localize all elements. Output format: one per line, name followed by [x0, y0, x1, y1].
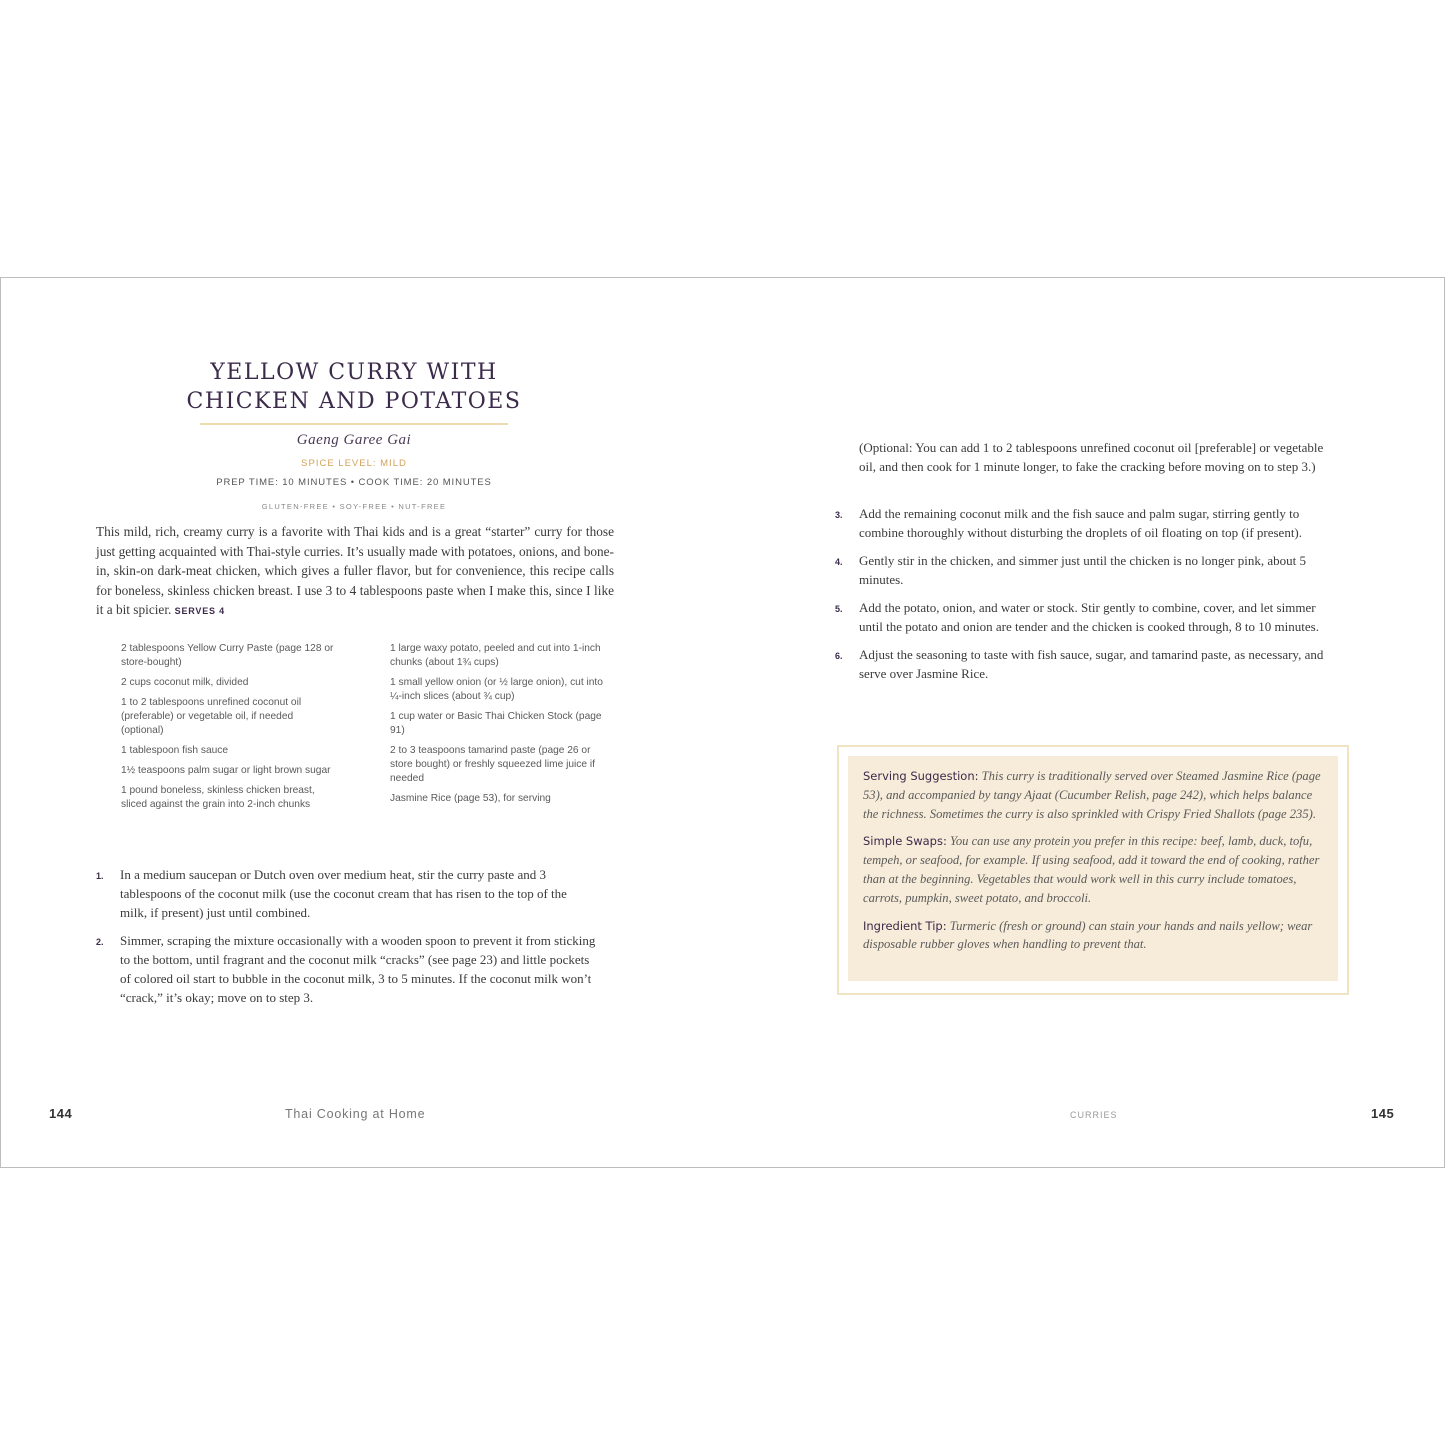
method-steps-left: [96, 865, 596, 1016]
ingredient-item: 1 to 2 tablespoons unrefined coconut oil (preferable) or vegetable oil, if needed (optional): [121, 697, 302, 736]
ingredient-item: Jasmine Rice (page 53), for serving: [390, 793, 551, 804]
method-step: [835, 645, 1329, 683]
tips-sidebar-inner: [848, 756, 1338, 981]
ingredient-item: 2 tablespoons Yellow Curry Paste (page 128 or store-bought): [121, 643, 334, 668]
step-text: In a medium saucepan or Dutch oven over medium heat, stir the curry paste and 3 tablespoons of the coconut milk (use the coconut cream that has risen to the top of the milk, if present) just until combined.: [120, 867, 567, 920]
step-number: 1.: [96, 871, 104, 881]
recipe-intro-text: This mild, rich, creamy curry is a favorite with Thai kids and is a great “starter” curry for those just getting acquainted with Thai-style curries. It’s usually made with potatoes, onions, and bone-in, skin-on dark-meat chicken, which gives a fuller flavor, but for convenience, this recipe calls for boneless, skinless chicken breast. I use 3 to 4 tablespoons paste when I make this, since I like it a bit spicier.: [96, 524, 614, 617]
title-divider: [200, 423, 508, 425]
left-page: [1, 278, 723, 1167]
tip-label: Ingredient Tip:: [863, 918, 947, 933]
step-number: 5.: [835, 604, 843, 614]
step-text: Gently stir in the chicken, and simmer just until the chicken is no longer pink, about 5 minutes.: [859, 553, 1306, 587]
book-spread: [0, 277, 1445, 1168]
tip-ingredient: [863, 917, 1324, 955]
step-text: Add the potato, onion, and water or stock. Stir gently to combine, cover, and let simmer until the potato and onion are tender and the chicken is cooked through, 8 to 10 minutes.: [859, 600, 1319, 634]
ingredient-item: 1 small yellow onion (or ½ large onion), cut into ¼-inch slices (about ¾ cup): [390, 677, 603, 702]
tip-simple-swaps: [863, 832, 1324, 907]
recipe-title-line-2: CHICKEN AND POTATOES: [186, 389, 522, 414]
method-step: [835, 551, 1329, 589]
ingredient-item: 1½ teaspoons palm sugar or light brown sugar: [121, 765, 331, 776]
tip-text: Turmeric (fresh or ground) can stain your hands and nails yellow; wear disposable rubber gloves when handling to prevent that.: [863, 918, 1313, 952]
step-text: Add the remaining coconut milk and the fish sauce and palm sugar, stirring gently to combine thoroughly without disturbing the droplets of oil floating on top (if present).: [859, 506, 1303, 540]
method-step: [835, 504, 1329, 542]
running-footer-chapter: CURRIES: [1070, 1110, 1118, 1120]
tip-serving-suggestion: [863, 767, 1324, 823]
recipe-title: [161, 358, 547, 416]
recipe-title-line-1: YELLOW CURRY WITH: [210, 360, 498, 385]
left-page-number: 144: [49, 1106, 73, 1121]
tip-text: You can use any protein you prefer in this recipe: beef, lamb, duck, tofu, tempeh, or seafood, for example. If using seafood, add it toward the end of cooking, rather than at the beginning. Vegetables that would work well in this curry include tomatoes, carrots, pumpkin, sweet potato, and broccoli.: [863, 834, 1320, 905]
ingredient-item: 2 to 3 teaspoons tamarind paste (page 26 or store bought) or freshly squeezed lime juice if needed: [390, 745, 595, 784]
ingredients-column-2: [390, 642, 605, 812]
method-step: [835, 598, 1329, 636]
step-number: 2.: [96, 937, 104, 947]
step-number: 6.: [835, 651, 843, 661]
step-2-continued: (Optional: You can add 1 to 2 tablespoons unrefined coconut oil [preferable] or vegetable oil, and then cook for 1 minute longer, to fake the cracking before moving on to step 3.): [859, 440, 1324, 474]
method-step: [96, 865, 596, 922]
spice-level: SPICE LEVEL: MILD: [301, 458, 407, 469]
step-text: Adjust the seasoning to taste with fish sauce, sugar, and tamarind paste, as necessary, and serve over Jasmine Rice.: [859, 647, 1324, 681]
dietary-tags: GLUTEN-FREE • SOY-FREE • NUT-FREE: [261, 502, 447, 511]
method-step: [96, 931, 596, 1007]
tip-label: Simple Swaps:: [863, 834, 947, 849]
recipe-thai-name: Gaeng Garee Gai: [296, 432, 412, 448]
tips-sidebar: [837, 745, 1349, 995]
serves-count: SERVES 4: [174, 606, 225, 616]
step-text: Simmer, scraping the mixture occasionally with a wooden spoon to prevent it from sticking to the bottom, until fragrant and the coconut milk “cracks” (see page 23) and little pockets of colored oil start to bubble in the coconut milk, 3 to 5 minutes. If the coconut milk won’t “crack,” it’s okay; move on to step 3.: [120, 933, 596, 1005]
right-page-number: 145: [1371, 1106, 1395, 1121]
ingredient-item: 1 tablespoon fish sauce: [121, 745, 229, 756]
right-page: [723, 278, 1444, 1167]
ingredient-item: 1 pound boneless, skinless chicken breast, sliced against the grain into 2-inch chunks: [121, 785, 315, 810]
method-steps-right: [835, 504, 1329, 692]
tip-text: This curry is traditionally served over Steamed Jasmine Rice (page 53), and accompanied by tangy Ajaat (Cucumber Relish, page 242), which helps balance the richness. Sometimes the curry is also sprinkled with Crispy Fried Shallots (page 235).: [863, 769, 1321, 821]
running-footer-book-title: Thai Cooking at Home: [285, 1107, 426, 1121]
ingredient-item: 1 large waxy potato, peeled and cut into 1-inch chunks (about 1¾ cups): [390, 643, 601, 668]
recipe-intro: [96, 522, 614, 622]
ingredient-item: 1 cup water or Basic Thai Chicken Stock (page 91): [390, 711, 602, 736]
ingredients-column-1: [121, 642, 336, 818]
step-number: 3.: [835, 510, 843, 520]
ingredient-item: 2 cups coconut milk, divided: [121, 677, 249, 688]
prep-cook-times: PREP TIME: 10 MINUTES • COOK TIME: 20 MINUTES: [216, 477, 492, 488]
step-number: 4.: [835, 557, 843, 567]
tip-label: Serving Suggestion:: [863, 769, 979, 783]
